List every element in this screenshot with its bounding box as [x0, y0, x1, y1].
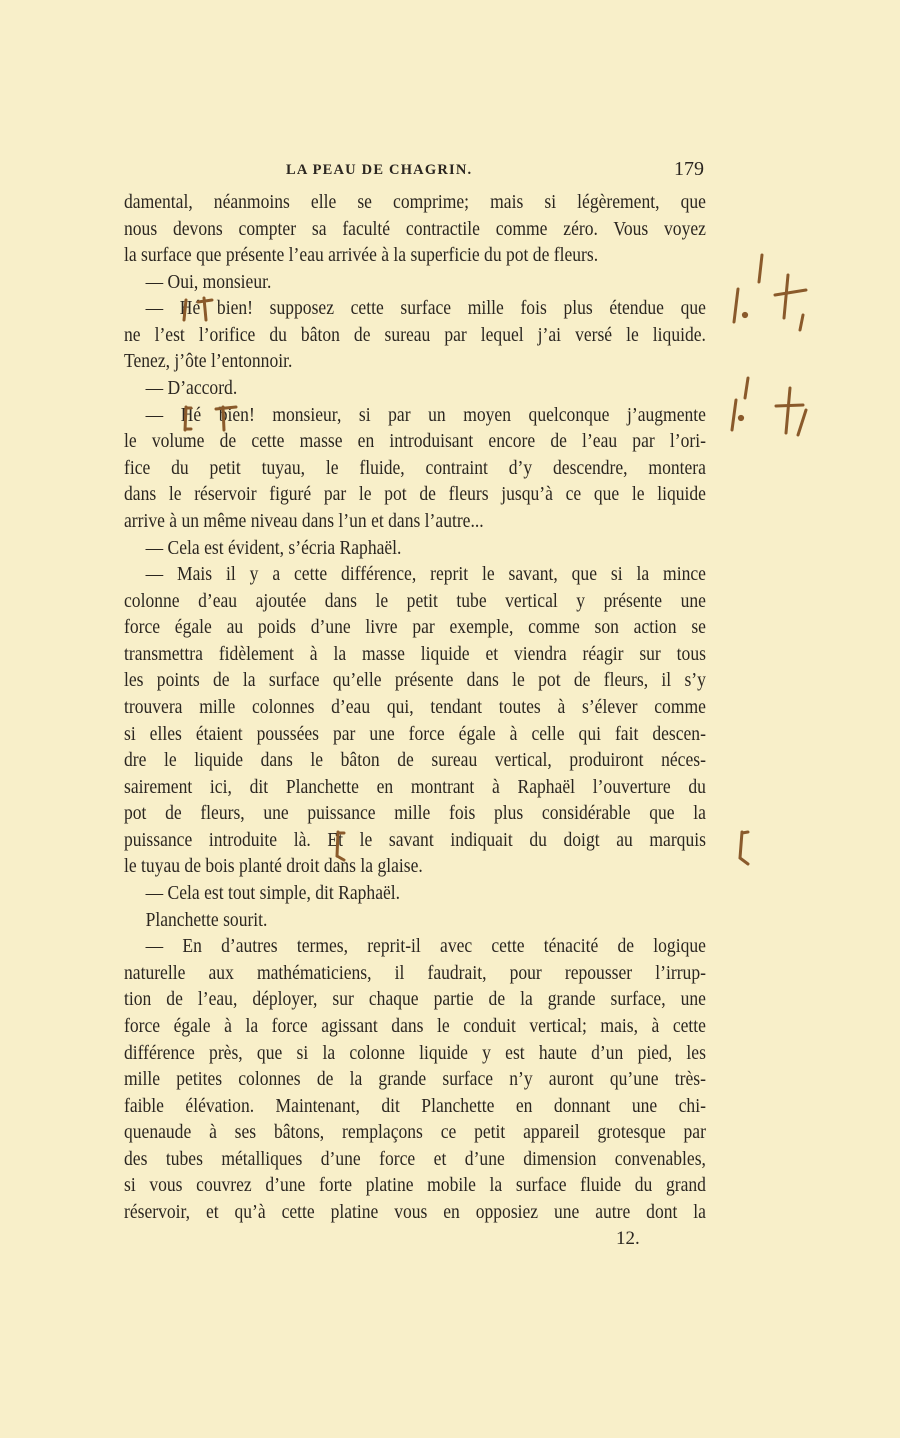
inline-correction-marks [184, 298, 344, 860]
text-line: naturelle aux mathématiciens, il faudrait, pour repousser l’irrup- [124, 962, 706, 984]
margin-mark-3 [740, 832, 748, 864]
page-number: 179 [674, 158, 704, 180]
text-line: — Hé bien! monsieur, si par un moyen quelconque j’augmente [145, 404, 706, 426]
text-line: ne l’est l’orifice du bâton de sureau par lequel j’ai versé le liquide. [124, 324, 706, 346]
text-line: tion de l’eau, déployer, sur chaque partie de la grande surface, une [124, 989, 706, 1011]
text-line: colonne d’eau ajoutée dans le petit tube vertical y présente une [124, 590, 706, 612]
text-line: différence près, que si la colonne liquide y est haute d’un pied, les [124, 1042, 706, 1064]
text-line: pot de fleurs, une puissance mille fois plus considérable que la [124, 803, 706, 825]
text-line: Tenez, j’ôte l’entonnoir. [124, 351, 293, 373]
text-line: — En d’autres termes, reprit-il avec cette ténacité de logique [145, 936, 706, 958]
text-line: fice du petit tuyau, le fluide, contraint d’y descendre, montera [124, 457, 706, 479]
text-line: force égale au poids d’une livre par exemple, comme son action se [124, 617, 706, 639]
text-line: si elles étaient poussées par une force égale à celle qui fait descen- [124, 723, 706, 745]
text-line: dans le réservoir figuré par le pot de fleurs jusqu’à ce que le liquide [124, 484, 706, 506]
text-line: la surface que présente l’eau arrivée à la superficie du pot de fleurs. [124, 245, 599, 267]
text-line: les points de la surface qu’elle présente dans le pot de fleurs, il s’y [124, 670, 706, 692]
text-line: trouvera mille colonnes d’eau qui, tendant toutes à s’élever comme [124, 696, 706, 718]
text-line: quenaude à ses bâtons, remplaçons ce petit appareil grotesque par [124, 1122, 706, 1144]
text-line: — D’accord. [145, 378, 238, 400]
text-line: puissance introduite là. Et le savant indiquait du doigt au marquis [124, 829, 706, 851]
text-line: Planchette sourit. [145, 909, 268, 931]
text-line: — Oui, monsieur. [145, 271, 272, 293]
running-title: LA PEAU DE CHAGRIN. [286, 162, 473, 178]
text-line: dre le liquide dans le bâton de sureau vertical, produiront néces- [124, 750, 706, 772]
text-line: — Cela est tout simple, dit Raphaël. [145, 883, 401, 905]
text-line: réservoir, et qu’à cette platine vous en opposiez une autre dont la [124, 1201, 706, 1223]
text-line: sairement ici, dit Planchette en montrant à Raphaël l’ouverture du [124, 776, 706, 798]
margin-mark-1 [734, 255, 806, 330]
text-line: si vous couvrez d’une forte platine mobile la surface fluide du grand [124, 1175, 706, 1197]
text-line: des tubes métalliques d’une force et d’une dimension convenables, [124, 1148, 706, 1170]
margin-mark-2 [732, 378, 806, 435]
text-line: force égale à la force agissant dans le conduit vertical; mais, à cette [124, 1015, 706, 1037]
signature-mark: 12. [616, 1228, 640, 1249]
text-line: — Hé bien! supposez cette surface mille fois plus étendue que [145, 298, 706, 320]
text-line: faible élévation. Maintenant, dit Planchette en donnant une chi- [124, 1095, 706, 1117]
text-line: mille petites colonnes de la grande surface n’y auront qu’une très- [124, 1069, 706, 1091]
text-line: le tuyau de bois planté droit dans la glaise. [124, 856, 423, 878]
text-line: nous devons compter sa faculté contractile comme zéro. Vous voyez [124, 218, 706, 240]
text-line: le volume de cette masse en introduisant encore de l’eau par l’ori- [124, 431, 706, 453]
text-line: arrive à un même niveau dans l’un et dans l’autre... [124, 510, 484, 532]
text-line: — Cela est évident, s’écria Raphaël. [145, 537, 402, 559]
text-line: — Mais il y a cette différence, reprit le savant, que si la mince [145, 564, 706, 586]
text-line: transmettra fidèlement à la masse liquide et viendra réagir sur tous [124, 643, 706, 665]
text-line: damental, néanmoins elle se comprime; mais si légèrement, que [124, 192, 706, 213]
